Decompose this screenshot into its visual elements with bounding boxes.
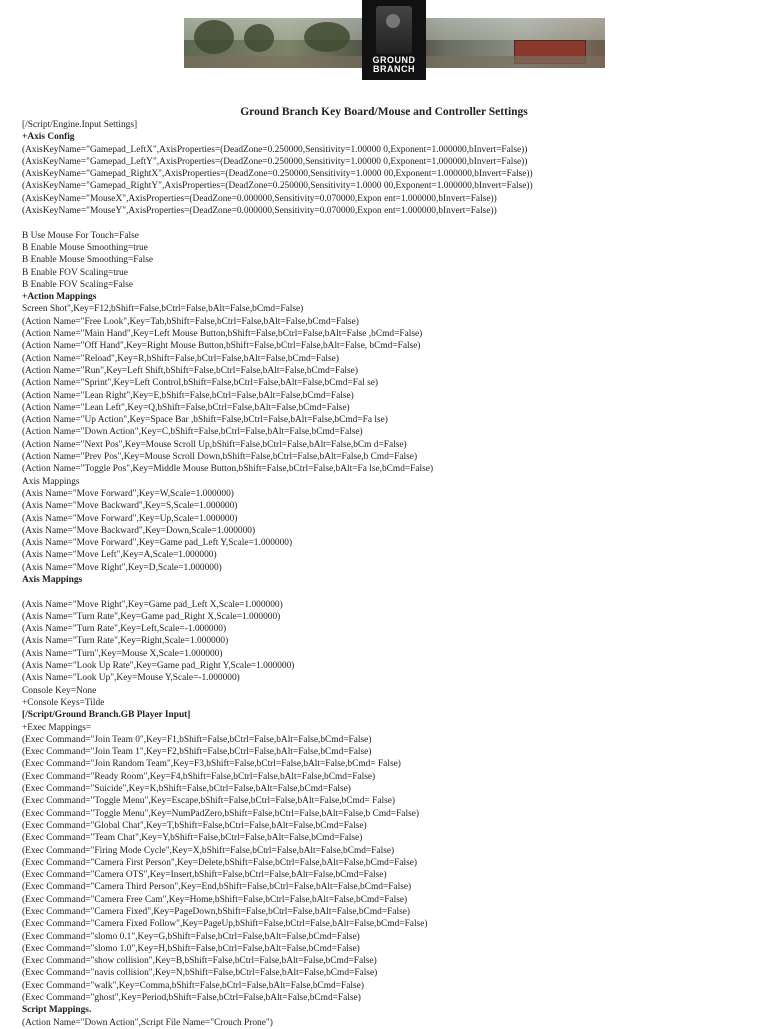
settings-line: (Exec Command="Toggle Menu",Key=Escape,bShift=False,bCtrl=False,bAlt=False,bCmd= False) xyxy=(22,796,396,807)
settings-line: (Exec Command="Camera OTS",Key=Insert,bShift=False,bCtrl=False,bAlt=False,bCmd=False) xyxy=(22,870,387,881)
settings-line: (Action Name="Reload",Key=R,bShift=False,bCtrl=False,bAlt=False,bCmd=False) xyxy=(22,353,339,364)
settings-line: (Axis Name="Move Forward",Key=Game pad_Left Y,Scale=1.000000) xyxy=(22,538,293,549)
settings-line: (Exec Command="Ready Room",Key=F4,bShift=False,bCtrl=False,bAlt=False,bCmd=False) xyxy=(22,771,376,782)
game-logo xyxy=(362,0,426,80)
settings-line: (Action Name="Lean Right",Key=E,bShift=False,bCtrl=False,bAlt=False,bCmd=False) xyxy=(22,390,354,401)
settings-line: [/Script/Engine.Input Settings] xyxy=(22,120,138,130)
settings-line: (Exec Command="Team Chat",Key=Y,bShift=False,bCtrl=False,bAlt=False,bCmd=False) xyxy=(22,833,363,844)
settings-line: (Exec Command="Suicide",Key=K,bShift=False,bCtrl=False,bAlt=False,bCmd=False) xyxy=(22,784,351,795)
settings-line: (Action Name="Free Look",Key=Tab,bShift=False,bCtrl=False,bAlt=False,bCmd=False) xyxy=(22,316,359,327)
settings-line: (Action Name="Next Pos",Key=Mouse Scroll Up,bShift=False,bCtrl=False,bAlt=False,bCm d=False) xyxy=(22,439,407,450)
settings-line: (Exec Command="Join Team 0",Key=F1,bShift=False,bCtrl=False,bAlt=False,bCmd=False) xyxy=(22,734,372,745)
logo-text xyxy=(362,56,426,74)
settings-line: (Exec Command="Join Team 1",Key=F2,bShift=False,bCtrl=False,bAlt=False,bCmd=False) xyxy=(22,747,372,758)
settings-line: (AxisKeyName="MouseY",AxisProperties=(DeadZone=0.000000,Sensitivity=0.070000,Expon ent=1.000000,bInvert=False)) xyxy=(22,206,497,217)
settings-line: (Action Name="Sprint",Key=Left Control,bShift=False,bCtrl=False,bAlt=False,bCmd=Fal se) xyxy=(22,378,379,389)
settings-line: (Exec Command="slomo 1.0",Key=H,bShift=False,bCtrl=False,bAlt=False,bCmd=False) xyxy=(22,943,360,954)
settings-line: (Axis Name="Move Right",Key=D,Scale=1.000000) xyxy=(22,562,222,573)
settings-line: (AxisKeyName="Gamepad_RightX",AxisProperties=(DeadZone=0.250000,Sensitivity=1.0000 00,Exponent=1.000000,bInvert=False)) xyxy=(22,169,533,180)
settings-line: (Exec Command="Firing Mode Cycle",Key=X,bShift=False,bCtrl=False,bAlt=False,bCmd=False) xyxy=(22,845,395,856)
settings-listing xyxy=(22,119,762,1029)
settings-line: (Axis Name="Turn",Key=Mouse X,Scale=1.000000) xyxy=(22,648,223,659)
settings-line: Console Key=None xyxy=(22,685,97,696)
settings-line: (Action Name="Down Action",Script File Name="Crouch Prone") xyxy=(22,1017,273,1028)
section-heading: [/Script/Ground Branch.GB Player Input] xyxy=(22,710,191,721)
settings-line: (Action Name="Up Action",Key=Space Bar ,bShift=False,bCtrl=False,bAlt=False,bCmd=Fa lse) xyxy=(22,415,388,426)
banner-tree xyxy=(304,22,350,52)
settings-line: (Axis Name="Look Up Rate",Key=Game pad_Right Y,Scale=1.000000) xyxy=(22,661,295,672)
settings-line: (Axis Name="Move Left",Key=A,Scale=1.000000) xyxy=(22,550,217,561)
section-heading: +Action Mappings xyxy=(22,292,97,303)
settings-line: (Exec Command="navis collision",Key=N,bShift=False,bCtrl=False,bAlt=False,bCmd=False) xyxy=(22,968,378,979)
settings-line: (Exec Command="Toggle Menu",Key=NumPadZero,bShift=False,bCtrl=False,bAlt=False,b Cmd=False) xyxy=(22,808,420,819)
settings-line: Axis Mappings xyxy=(22,476,80,487)
settings-line: Screen Shot",Key=F12,bShift=False,bCtrl=False,bAlt=False,bCmd=False) xyxy=(22,304,304,315)
settings-line: (AxisKeyName="Gamepad_LeftY",AxisProperties=(DeadZone=0.250000,Sensitivity=1.00000 0,Exponent=1.000000,bInvert=False)) xyxy=(22,156,528,167)
settings-line: (Axis Name="Move Backward",Key=Down,Scale=1.000000) xyxy=(22,525,256,536)
settings-line: (Action Name="Run",Key=Left Shift,bShift=False,bCtrl=False,bAlt=False,bCmd=False) xyxy=(22,365,358,376)
settings-line: (Axis Name="Turn Rate",Key=Left,Scale=-1.000000) xyxy=(22,624,227,635)
settings-line: (Exec Command="Join Random Team",Key=F3,bShift=False,bCtrl=False,bAlt=False,bCmd= False) xyxy=(22,759,401,770)
settings-line: (Exec Command="slomo 0.1",Key=G,bShift=False,bCtrl=False,bAlt=False,bCmd=False) xyxy=(22,931,360,942)
settings-line: (Exec Command="Camera First Person",Key=Delete,bShift=False,bCtrl=False,bAlt=False,bCmd=False) xyxy=(22,857,418,868)
settings-line: B Use Mouse For Touch=False xyxy=(22,230,139,241)
settings-line: (Exec Command="walk",Key=Comma,bShift=False,bCtrl=False,bAlt=False,bCmd=False) xyxy=(22,980,364,991)
settings-line: (Axis Name="Turn Rate",Key=Game pad_Right X,Scale=1.000000) xyxy=(22,611,281,622)
settings-line: (AxisKeyName="MouseX",AxisProperties=(DeadZone=0.000000,Sensitivity=0.070000,Expon ent=1.000000,bInvert=False)) xyxy=(22,193,497,204)
banner-tree xyxy=(194,20,234,54)
section-heading: Script Mappings. xyxy=(22,1005,92,1016)
settings-line: (Exec Command="Camera Fixed",Key=PageDown,bShift=False,bCtrl=False,bAlt=False,bCmd=False) xyxy=(22,907,411,917)
settings-line: (Exec Command="Global Chat",Key=T,bShift=False,bCtrl=False,bAlt=False,bCmd=False) xyxy=(22,820,367,831)
settings-line: (AxisKeyName="Gamepad_RightY",AxisProperties=(DeadZone=0.250000,Sensitivity=1.0000 00,Exponent=1.000000,bInvert=False)) xyxy=(22,181,533,192)
document-title: Ground Branch Key Board/Mouse and Controller Settings xyxy=(240,106,528,118)
logo-line-1: GROUND xyxy=(372,55,416,65)
settings-line: (Axis Name="Move Backward",Key=S,Scale=1.000000) xyxy=(22,501,238,512)
settings-line: (Exec Command="ghost",Key=Period,bShift=False,bCtrl=False,bAlt=False,bCmd=False) xyxy=(22,993,361,1004)
settings-line: +Exec Mappings= xyxy=(22,722,92,733)
settings-line: (Exec Command="Camera Free Cam",Key=Home,bShift=False,bCtrl=False,bAlt=False,bCmd=False) xyxy=(22,894,408,905)
settings-line: +Console Keys=Tilde xyxy=(22,697,105,708)
settings-line: (Axis Name="Turn Rate",Key=Right,Scale=1.000000) xyxy=(22,636,229,647)
settings-line: (Axis Name="Look Up",Key=Mouse Y,Scale=-1.000000) xyxy=(22,673,240,684)
logo-line-2: BRANCH xyxy=(373,64,415,74)
settings-line: (Axis Name="Move Right",Key=Game pad_Left X,Scale=1.000000) xyxy=(22,599,283,610)
settings-line: B Enable Mouse Smoothing=true xyxy=(22,242,148,253)
soldier-icon xyxy=(376,6,412,54)
banner-tree xyxy=(244,24,274,52)
settings-line: (AxisKeyName="Gamepad_LeftX",AxisProperties=(DeadZone=0.250000,Sensitivity=1.00000 0,Exponent=1.000000,bInvert=False)) xyxy=(22,144,528,155)
blank-line xyxy=(22,586,762,598)
settings-line: (Exec Command="show collision",Key=B,bShift=False,bCtrl=False,bAlt=False,bCmd=False) xyxy=(22,956,377,967)
section-heading: Axis Mappings xyxy=(22,574,83,585)
settings-line: B Enable Mouse Smoothing=False xyxy=(22,255,154,266)
settings-line: (Action Name="Lean Left",Key=Q,bShift=False,bCtrl=False,bAlt=False,bCmd=False) xyxy=(22,402,350,413)
settings-line: (Axis Name="Move Forward",Key=W,Scale=1.000000) xyxy=(22,488,234,499)
settings-line: (Action Name="Prev Pos",Key=Mouse Scroll Down,bShift=False,bCtrl=False,bAlt=False,b Cmd=False) xyxy=(22,452,418,463)
settings-line: (Exec Command="Camera Fixed Follow",Key=PageUp,bShift=False,bCtrl=False,bAlt=False,bCmd=False) xyxy=(22,919,428,930)
settings-line: B Enable FOV Scaling=False xyxy=(22,279,134,290)
settings-line: B Enable FOV Scaling=true xyxy=(22,267,128,278)
settings-line: (Axis Name="Move Forward",Key=Up,Scale=1.000000) xyxy=(22,513,238,524)
settings-line: (Action Name="Down Action",Key=C,bShift=False,bCtrl=False,bAlt=False,bCmd=False) xyxy=(22,427,363,438)
section-heading: +Axis Config xyxy=(22,132,75,143)
settings-line: (Action Name="Off Hand",Key=Right Mouse Button,bShift=False,bCtrl=False,bAlt=False, bCmd=False) xyxy=(22,341,421,352)
settings-line: (Action Name="Toggle Pos",Key=Middle Mouse Button,bShift=False,bCtrl=False,bAlt=Fa lse,bCmd=False) xyxy=(22,464,434,475)
settings-line: (Exec Command="Camera Third Person",Key=End,bShift=False,bCtrl=False,bAlt=False,bCmd=False) xyxy=(22,882,412,893)
settings-line: (Action Name="Main Hand",Key=Left Mouse Button,bShift=False,bCtrl=False,bAlt=False ,bCmd=False) xyxy=(22,329,423,340)
blank-line xyxy=(22,217,762,229)
